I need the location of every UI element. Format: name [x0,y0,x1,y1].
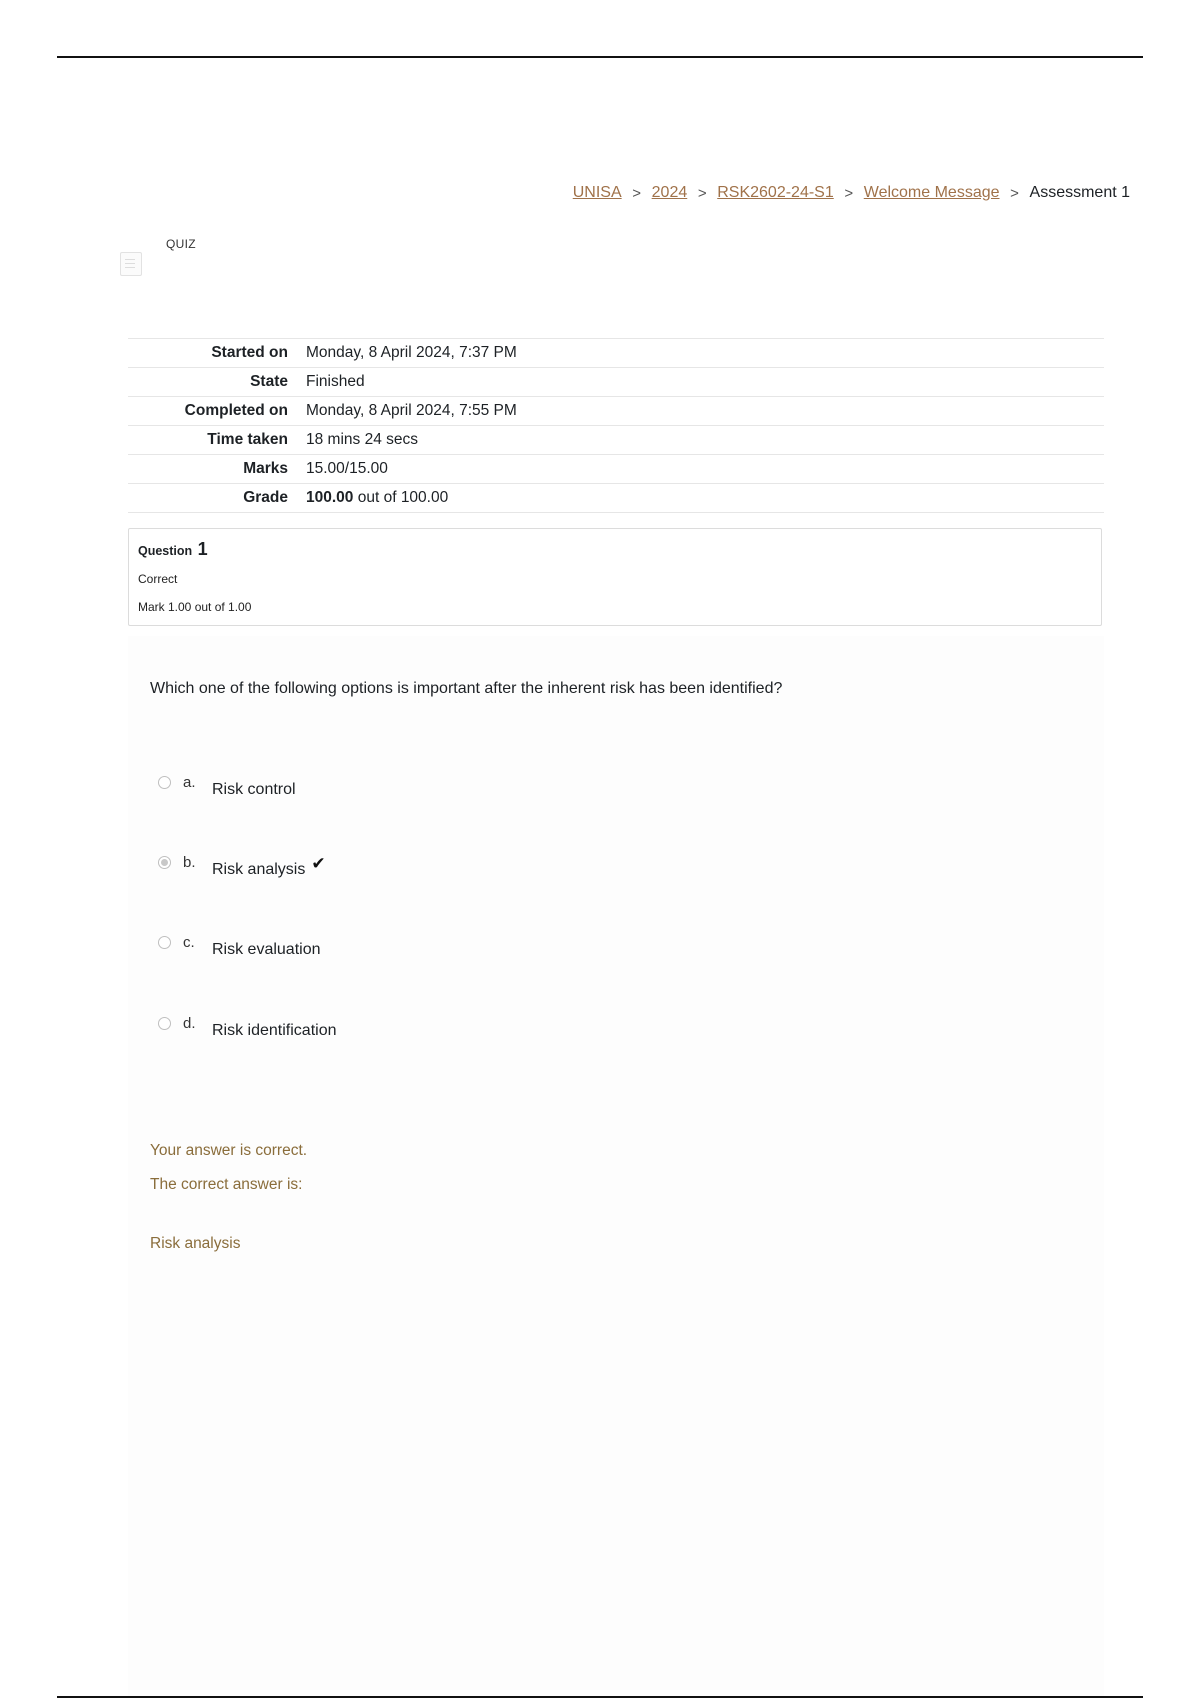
checkmark-icon: ✔ [311,854,326,873]
top-rule [57,56,1143,58]
summary-value [306,484,1104,513]
summary-label: Grade [243,489,288,506]
answer-text: Risk analysis [212,861,306,878]
summary-row-state [128,368,1104,397]
answer-letter: b. [183,854,196,871]
answer-option-b[interactable] [158,854,326,879]
answer-option-d[interactable] [158,1015,337,1040]
summary-label: Completed on [184,402,288,419]
breadcrumb-link-unisa[interactable]: UNISA [572,184,622,201]
answer-option-c[interactable] [158,934,321,959]
feedback-correct-answer: Risk analysis [150,1235,241,1252]
breadcrumb-link-course[interactable]: RSK2602-24-S1 [717,184,834,201]
summary-value: Monday, 8 April 2024, 7:37 PM [306,344,517,361]
attempt-summary-table [128,338,1104,513]
breadcrumb [573,184,1130,202]
radio-button[interactable] [158,1017,171,1030]
grade-score: 100.00 [306,489,354,506]
summary-label: State [250,373,288,390]
summary-value: Finished [306,373,365,390]
summary-row-time-taken [128,426,1104,455]
answer-letter: d. [183,1015,196,1032]
summary-label: Started on [211,344,288,361]
question-number-value: 1 [197,539,208,559]
chevron-right-icon: > [632,184,642,202]
answer-letter: a. [183,774,196,791]
breadcrumb-current: Assessment 1 [1029,184,1130,201]
answer-text: Risk evaluation [212,941,321,958]
question-info-box [128,528,1102,626]
question-state: Correct [138,572,178,586]
answer-letter: c. [183,934,195,951]
chevron-right-icon: > [697,184,707,202]
chevron-right-icon: > [844,184,854,202]
radio-button[interactable] [158,776,171,789]
summary-value: 15.00/15.00 [306,460,388,477]
question-grade: Mark 1.00 out of 1.00 [138,600,252,614]
summary-value: Monday, 8 April 2024, 7:55 PM [306,402,517,419]
summary-row-grade [128,484,1104,513]
grade-out-of: out of 100.00 [353,489,449,506]
answer-text: Risk identification [212,1022,337,1039]
summary-row-completed [128,397,1104,426]
radio-button-selected[interactable] [158,856,171,869]
bottom-rule [57,1696,1143,1698]
breadcrumb-link-section[interactable]: Welcome Message [863,184,1000,201]
activity-type-label: QUIZ [166,237,196,251]
question-text: Which one of the following options is important after the inherent risk has been identified? [150,680,783,697]
answer-text: Risk control [212,781,296,798]
feedback-correct-label: The correct answer is: [150,1176,303,1193]
breadcrumb-link-year[interactable]: 2024 [651,184,688,201]
summary-row-started [128,339,1104,368]
radio-button[interactable] [158,936,171,949]
summary-label: Time taken [207,431,288,448]
quiz-icon [120,252,142,276]
question-number: Question 1 [138,539,208,559]
summary-value: 18 mins 24 secs [306,431,418,448]
feedback-result: Your answer is correct. [150,1142,308,1159]
summary-label: Marks [243,460,288,477]
answer-option-a[interactable] [158,774,296,799]
summary-row-marks [128,455,1104,484]
chevron-right-icon: > [1010,184,1019,202]
